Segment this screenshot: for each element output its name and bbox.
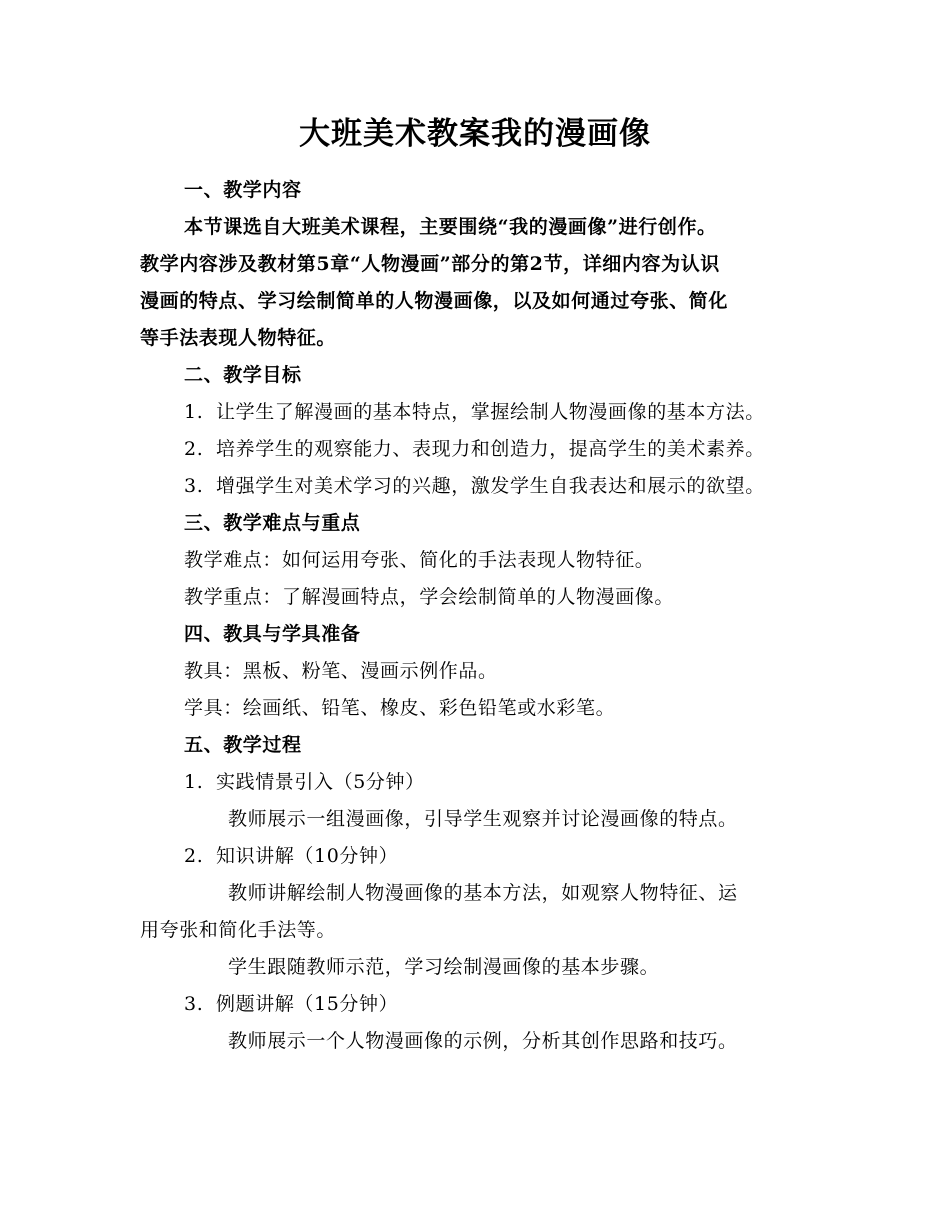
objective-item: [140, 431, 810, 468]
content-paragraph-line: 教学内容涉及教材第5章“人物漫画”部分的第2节，详细内容为认识: [140, 253, 720, 275]
step-number: 2.: [184, 845, 204, 867]
document-title: 大班美术教案我的漫画像: [299, 116, 651, 152]
objective-text: 增强学生对美术学习的兴趣，激发学生自我表达和展示的欲望。: [216, 475, 765, 497]
content-paragraph-line: 本节课选自大班美术课程，主要围绕“我的漫画像”进行创作。: [184, 216, 717, 238]
objective-number: 1.: [184, 401, 204, 423]
process-step-line: 教师展示一组漫画像，引导学生观察并讨论漫画像的特点。: [228, 808, 738, 830]
process-step-line: 教师讲解绘制人物漫画像的基本方法，如观察人物特征、运: [228, 882, 738, 904]
section-heading-objectives: 二、教学目标: [184, 364, 302, 386]
content-paragraph-line: 漫画的特点、学习绘制简单的人物漫画像，以及如何通过夸张、简化: [140, 290, 729, 312]
student-materials-line: 学具：绘画纸、铅笔、橡皮、彩色铅笔或水彩笔。: [184, 697, 616, 719]
section-heading-materials: 四、教具与学具准备: [184, 623, 361, 645]
process-step-title: [140, 764, 810, 801]
process-step-line: 用夸张和简化手法等。: [140, 919, 337, 941]
objective-text: 让学生了解漫画的基本特点，掌握绘制人物漫画像的基本方法。: [216, 401, 765, 423]
objective-item: [140, 468, 810, 505]
objective-number: 3.: [184, 475, 204, 497]
process-step-line: 教师展示一个人物漫画像的示例，分析其创作思路和技巧。: [228, 1030, 738, 1052]
step-title-text: 知识讲解（10分钟）: [216, 845, 399, 867]
objective-text: 培养学生的观察能力、表现力和创造力，提高学生的美术素养。: [216, 438, 765, 460]
section-heading-process: 五、教学过程: [184, 734, 302, 756]
objective-item: [140, 394, 810, 431]
process-step-title: [140, 986, 810, 1023]
objective-number: 2.: [184, 438, 204, 460]
step-number: 3.: [184, 993, 204, 1015]
step-title-text: 例题讲解（15分钟）: [216, 993, 399, 1015]
section-heading-difficulties: 三、教学难点与重点: [184, 512, 361, 534]
section-heading-content: 一、教学内容: [184, 179, 302, 201]
process-step-title: [140, 838, 810, 875]
content-paragraph-line: 等手法表现人物特征。: [140, 327, 337, 349]
step-title-text: 实践情景引入（5分钟）: [216, 771, 425, 793]
keypoint-line: 教学重点：了解漫画特点，学会绘制简单的人物漫画像。: [184, 586, 675, 608]
step-number: 1.: [184, 771, 204, 793]
difficulty-line: 教学难点：如何运用夸张、简化的手法表现人物特征。: [184, 549, 655, 571]
process-step-line: 学生跟随教师示范，学习绘制漫画像的基本步骤。: [228, 956, 660, 978]
teacher-materials-line: 教具：黑板、粉笔、漫画示例作品。: [184, 660, 498, 682]
